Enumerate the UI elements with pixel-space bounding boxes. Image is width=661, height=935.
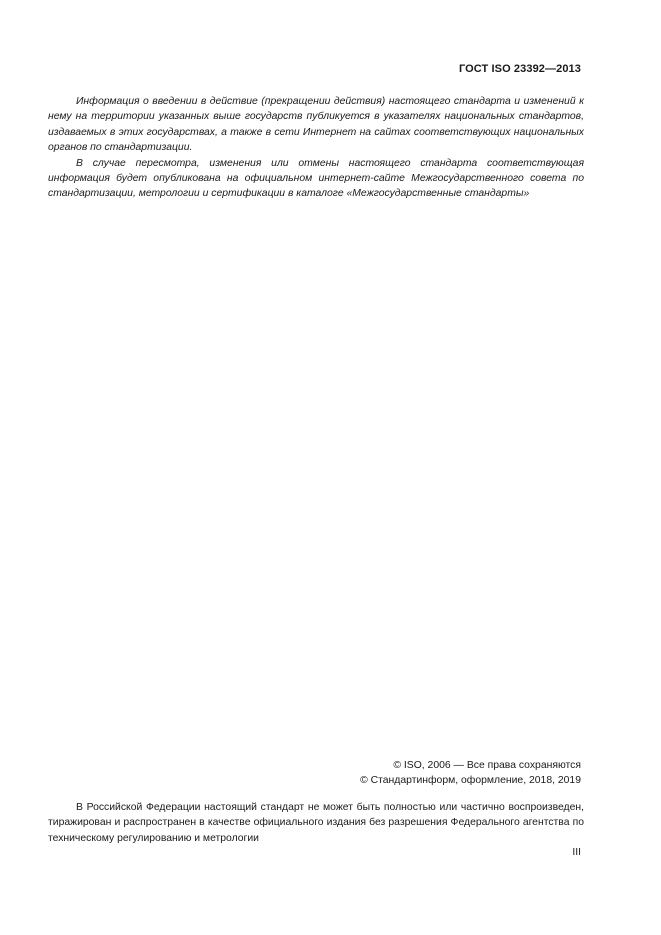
document-id: ГОСТ ISO 23392—2013 [458,63,581,75]
publication-info [48,94,584,202]
publisher-copyright: © Стандартинформ, оформление, 2018, 2019 [360,775,581,787]
page-number: III [572,847,581,858]
iso-copyright: © ISO, 2006 — Все права сохраняются [393,760,581,771]
notice-text: В Российской Федерации настоящий стандарт не может быть полностью или частично воспроизведен, тиражирован и распространен в качестве официального издания без разрешения Федерального агентства по техническому регулированию и метрологии [48,802,584,844]
info-paragraph: Информация о введении в действие (прекращении действия) настоящего стандарта и изменений к нему на территории указанных выше государств публикуется в указателях национальных стандартов, издаваемых в этих государствах, а также в сети Интернет на сайтах соответствующих национальных органов по стандартизации. [48,96,584,154]
info-paragraph: В случае пересмотра, изменения или отмены настоящего стандарта соответствующая информация будет опубликована на официальном интернет-сайте Межгосударственного совета по стандартизации, метрологии и сертификации в каталоге «Межгосударственные стандарты» [48,157,584,200]
reproduction-notice [48,800,584,846]
copyright-block [360,758,581,789]
